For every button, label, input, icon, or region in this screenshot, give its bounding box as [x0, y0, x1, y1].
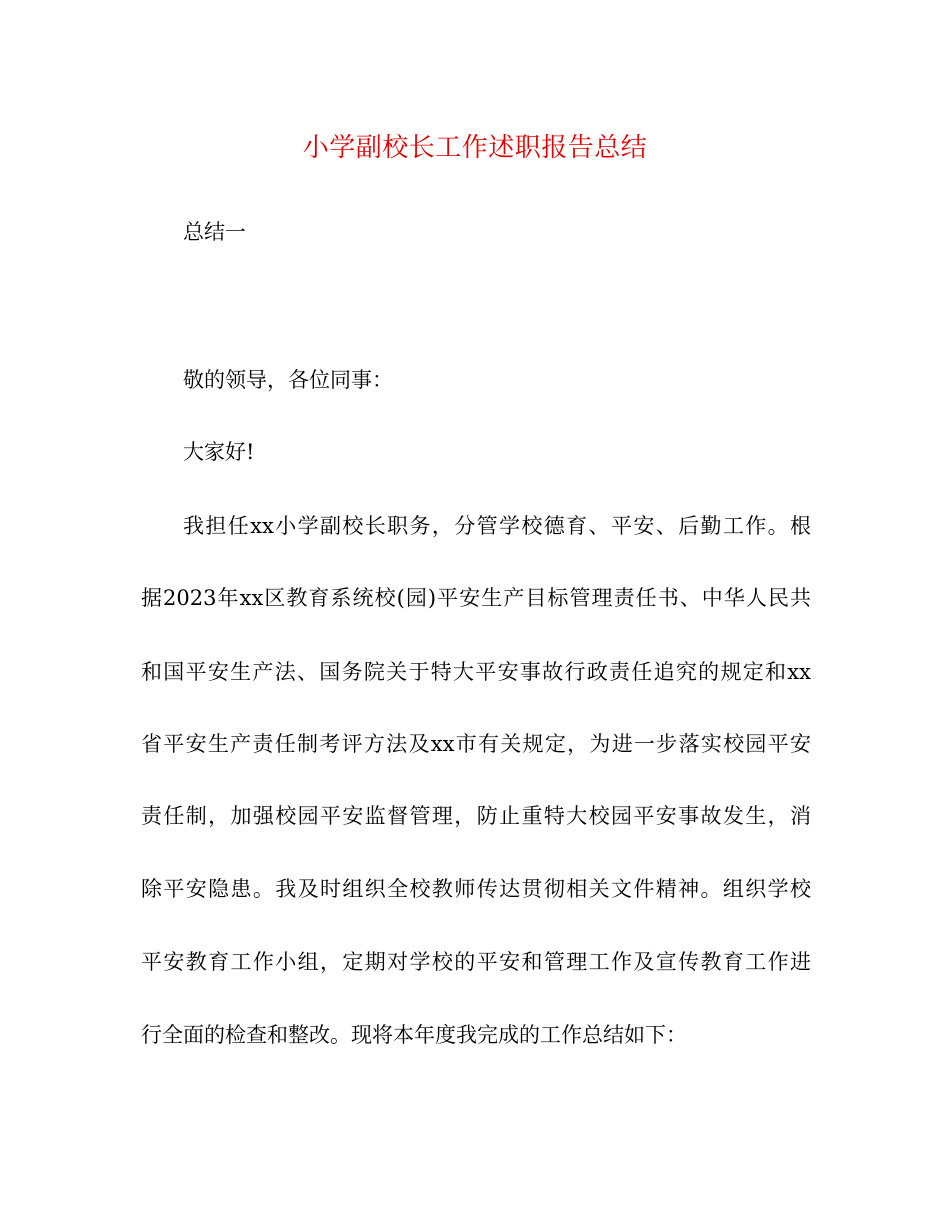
body-line: 省平安生产责任制考评方法及xx市有关规定，为进一步落实校园平安 [141, 732, 811, 756]
body-line: 据2023年xx区教育系统校(园)平安生产目标管理责任书、中华人民共 [141, 586, 811, 610]
body-line: 平安教育工作小组，定期对学校的平安和管理工作及宣传教育工作进 [141, 950, 811, 974]
salutation: 敬的领导，各位同事： [183, 368, 393, 392]
document-title: 小学副校长工作述职报告总结 [302, 133, 648, 163]
section-heading: 总结一 [183, 220, 246, 244]
body-line: 和国平安生产法、国务院关于特大平安事故行政责任追究的规定和xx [141, 660, 811, 684]
greeting: 大家好! [183, 440, 255, 464]
body-line: 责任制，加强校园平安监督管理，防止重特大校园平安事故发生，消 [141, 804, 811, 828]
body-line: 我担任xx小学副校长职务，分管学校德育、平安、后勤工作。根 [183, 514, 811, 538]
body-line: 行全面的检查和整改。现将本年度我完成的工作总结如下： [141, 1023, 687, 1047]
body-line: 除平安隐患。我及时组织全校教师传达贯彻相关文件精神。组织学校 [141, 877, 811, 901]
